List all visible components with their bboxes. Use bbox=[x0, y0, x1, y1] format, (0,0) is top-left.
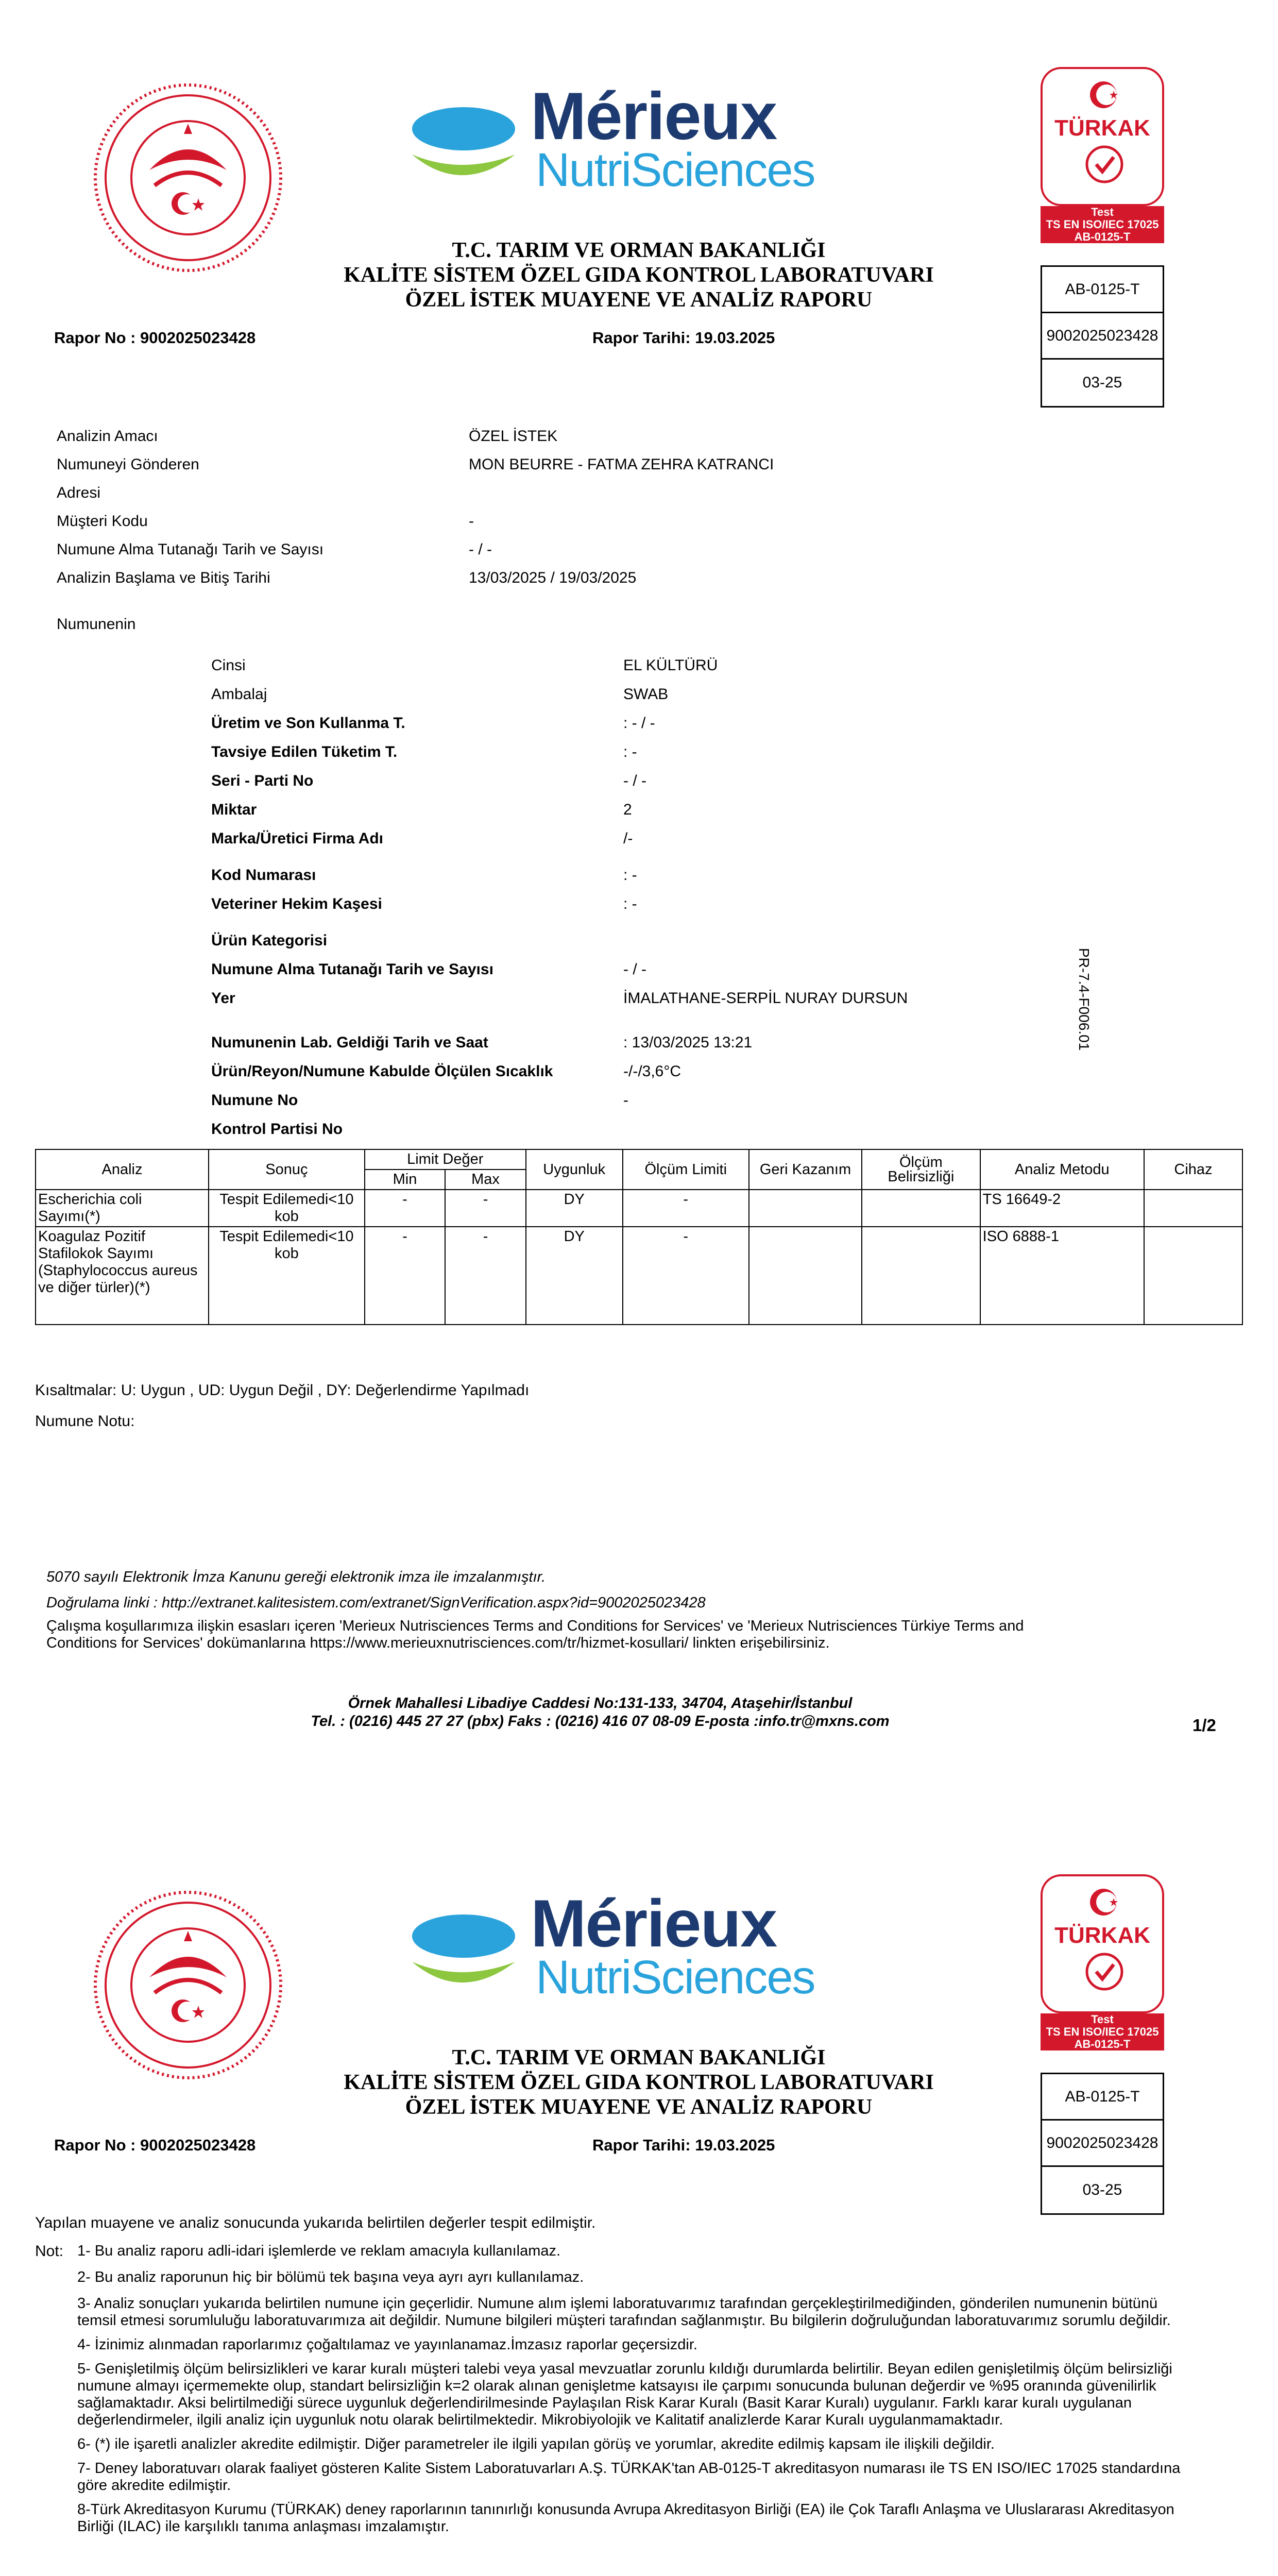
cell-sonuc: Tespit Edilemedi<10 kob bbox=[209, 1190, 365, 1227]
info-label: Müşteri Kodu bbox=[57, 513, 148, 530]
info-row bbox=[57, 484, 984, 513]
report-number-code: 9002025023428 bbox=[1042, 2121, 1163, 2167]
footer-address: Örnek Mahallesi Libadiye Caddesi No:131-133, 34704, Ataşehir/İstanbul bbox=[348, 1695, 853, 1711]
sample-heading: Numunenin bbox=[57, 616, 136, 633]
merieux-brand-line1: Mérieux bbox=[531, 1886, 777, 1961]
table-row bbox=[36, 1190, 1242, 1227]
ministry-seal-logo bbox=[93, 82, 283, 273]
turkak-test: Test bbox=[1091, 206, 1114, 218]
info-value: - bbox=[469, 513, 474, 530]
cell-sonuc: Tespit Edilemedi<10 kob bbox=[209, 1227, 365, 1325]
turkak-check-icon bbox=[1084, 144, 1125, 185]
turkak-code: AB-0125-T bbox=[1074, 2038, 1131, 2050]
cell-olcum-limiti: - bbox=[623, 1227, 749, 1325]
sample-value: - / - bbox=[623, 961, 646, 978]
report-number: Rapor No : 9002025023428 bbox=[54, 2136, 256, 2154]
table-row bbox=[36, 1227, 1242, 1325]
sample-row bbox=[211, 657, 1087, 686]
merieux-logo bbox=[402, 78, 891, 201]
sample-info bbox=[211, 657, 1087, 1149]
sample-row bbox=[211, 715, 1087, 743]
sample-label: Numune Alma Tutanağı Tarih ve Sayısı bbox=[211, 961, 493, 978]
sample-value: : - / - bbox=[623, 715, 655, 732]
ministry-line1: T.C. TARIM VE ORMAN BAKANLIĞI bbox=[452, 2046, 826, 2070]
col-sonuc: Sonuç bbox=[209, 1149, 365, 1190]
note-item: 2- Bu analiz raporunun hiç bir bölümü tek başına veya ayrı ayrı kullanılamaz. bbox=[77, 2269, 584, 2285]
sample-value: EL KÜLTÜRÜ bbox=[623, 657, 718, 674]
col-cihaz: Cihaz bbox=[1144, 1149, 1242, 1190]
sample-label: Üretim ve Son Kullanma T. bbox=[211, 715, 405, 732]
notes-list bbox=[77, 2243, 1185, 2543]
sample-label: Kontrol Partisi No bbox=[211, 1121, 343, 1138]
period-code: 03-25 bbox=[1082, 374, 1122, 391]
sample-label: Tavsiye Edilen Tüketim T. bbox=[211, 743, 398, 760]
sample-label: Veteriner Hekim Kaşesi bbox=[211, 895, 382, 912]
sample-row bbox=[211, 1034, 1087, 1063]
cell-analiz: Koagulaz Pozitif Stafilokok Sayımı (Staphylococcus aureus ve diğer türler)(*) bbox=[36, 1227, 209, 1325]
report-titles bbox=[278, 2045, 999, 2120]
note-item: 5- Genişletilmiş ölçüm belirsizlikleri ve karar kuralı müşteri talebi veya yasal mevzuatlar zorunlu kıldığı durumlarda belirtilir. Beyan edilen genişletilmiş ölçüm belirsizliği numune almayı içermemekte olup, standart belirsizliğin k=2 olarak alınan genişletme katsayısı ile çarpımı sonucunda bulunan değerdir ve %95 oranında güvenilirlik sağlamaktadır. Aksi belirtilmediği sürece uygunluk değerlendirilmesinde Paylaşılan Risk Karar Kuralı (Basit Karar Kuralı) uygulanır. Farklı karar kuralı uygulanan değerlendirmeler, ilgili analiz için uygunluk notu olarak belirtilmektedir. Mikrobiyolojik ve Kalitatif analizlerde Karar Kuralı uygulanmamaktadır. bbox=[77, 2361, 1172, 2428]
info-label: Analizin Amacı bbox=[57, 428, 158, 445]
sample-label: Numunenin Lab. Geldiği Tarih ve Saat bbox=[211, 1034, 488, 1051]
result-intro: Yapılan muayene ve analiz sonucunda yukarıda belirtilen değerler tespit edilmiştir. bbox=[35, 2214, 596, 2231]
page-2 bbox=[0, 1807, 1278, 2576]
sample-value: - / - bbox=[623, 772, 646, 789]
info-value: MON BEURRE - FATMA ZEHRA KATRANCI bbox=[469, 456, 774, 473]
sample-row bbox=[211, 686, 1087, 715]
note-item: 3- Analiz sonuçları yukarıda belirtilen numune için geçerlidir. Numune alım işlemi laboratuvarımız tarafından gerçekleştirilmediğinden, gönderilen numunenin bütünü temsil etmesi sorumluluğu laboratuvarımıza ait değildir. Numune bilgileri müşteri tarafından sağlanmıştır. Bu bilgilerin doğruluğundan laboratuvarımız sorumlu değildir. bbox=[77, 2295, 1171, 2329]
side-form-code: PR-7.4-F006.01 bbox=[1076, 948, 1092, 1051]
turkak-check-icon bbox=[1084, 1951, 1125, 1992]
report-date: Rapor Tarihi: 19.03.2025 bbox=[592, 2136, 775, 2154]
sample-value: : - bbox=[623, 867, 637, 884]
period-code: 03-25 bbox=[1082, 2181, 1122, 2198]
turkak-name: TÜRKAK bbox=[1054, 1923, 1150, 1948]
sample-row bbox=[211, 895, 1087, 924]
sample-value: 2 bbox=[623, 801, 632, 818]
info-row bbox=[57, 456, 984, 484]
verification-link: Doğrulama linki : http://extranet.kalitesistem.com/extranet/SignVerification.aspx?id=9002025023428 bbox=[46, 1595, 706, 1611]
merieux-logo bbox=[402, 1886, 891, 2008]
turkak-crescent-icon bbox=[1089, 79, 1120, 110]
report-date: Rapor Tarihi: 19.03.2025 bbox=[592, 329, 775, 347]
cell-uygunluk: DY bbox=[526, 1227, 623, 1325]
cell-cihaz bbox=[1144, 1190, 1242, 1227]
ministry-line3: ÖZEL İSTEK MUAYENE VE ANALİZ RAPORU bbox=[405, 288, 873, 312]
turkak-name: TÜRKAK bbox=[1054, 115, 1150, 141]
col-analiz: Analiz bbox=[36, 1149, 209, 1190]
turkak-badge bbox=[1041, 1874, 1164, 2013]
ministry-line2: KALİTE SİSTEM ÖZEL GIDA KONTROL LABORATUVARI bbox=[344, 263, 934, 287]
cell-cihaz bbox=[1144, 1227, 1242, 1325]
terms-note: Çalışma koşullarımıza ilişkin esasları içeren 'Merieux Nutrisciences Terms and Conditions for Services' ve 'Merieux Nutrisciences Türkiye Terms and Conditions for Services' dokümanlarına https://www.merieuxnutrisciences.com/tr/hizmet-kosullari/ linkten erişebilirsiniz. bbox=[46, 1618, 1024, 1651]
sample-label: Marka/Üretici Firma Adı bbox=[211, 830, 383, 847]
sample-label: Ambalaj bbox=[211, 686, 267, 703]
sample-row bbox=[211, 1063, 1087, 1092]
sample-value: -/-/3,6°C bbox=[623, 1063, 681, 1080]
cell-max: - bbox=[445, 1190, 526, 1227]
cell-metot: ISO 6888-1 bbox=[980, 1227, 1144, 1325]
report-code-box bbox=[1041, 2073, 1164, 2215]
sample-label: Cinsi bbox=[211, 657, 246, 674]
page-number: 1/2 bbox=[1192, 1716, 1216, 1735]
sample-row bbox=[211, 961, 1087, 990]
info-value: ÖZEL İSTEK bbox=[469, 428, 558, 445]
info-row bbox=[57, 569, 984, 598]
info-label: Adresi bbox=[57, 484, 101, 501]
footer-contact: Tel. : (0216) 445 27 27 (pbx) Faks : (0216) 416 07 08-09 E-posta :info.tr@mxns.com bbox=[311, 1713, 890, 1730]
sample-row bbox=[211, 867, 1087, 895]
sample-label: Seri - Parti No bbox=[211, 772, 314, 789]
sample-note-label: Numune Notu: bbox=[35, 1413, 135, 1430]
info-row bbox=[57, 513, 984, 541]
sample-label: Ürün/Reyon/Numune Kabulde Ölçülen Sıcaklık bbox=[211, 1063, 553, 1080]
info-label: Analizin Başlama ve Bitiş Tarihi bbox=[57, 569, 270, 586]
turkak-badge bbox=[1041, 67, 1164, 206]
cell-olcum-limiti: - bbox=[623, 1190, 749, 1227]
turkak-code: AB-0125-T bbox=[1074, 230, 1131, 243]
col-max: Max bbox=[445, 1170, 526, 1190]
sample-label: Yer bbox=[211, 990, 235, 1007]
info-row bbox=[57, 428, 984, 456]
col-geri-kazanim: Geri Kazanım bbox=[749, 1149, 862, 1190]
cell-max: - bbox=[445, 1227, 526, 1325]
turkak-crescent-icon bbox=[1089, 1887, 1120, 1918]
report-number: Rapor No : 9002025023428 bbox=[54, 329, 256, 347]
report-number-code: 9002025023428 bbox=[1042, 313, 1163, 360]
cell-belirsizlik bbox=[862, 1190, 980, 1227]
sample-row bbox=[211, 1121, 1087, 1149]
accreditation-code: AB-0125-T bbox=[1042, 267, 1163, 313]
turkak-label bbox=[1041, 206, 1164, 243]
note-item: 6- (*) ile işaretli analizler akredite edilmiştir. Diğer parametreler ile ilgili yapılan görüş ve yorumlar, akredite edilmiş kapsam ile ilişkili değildir. bbox=[77, 2436, 995, 2452]
cell-belirsizlik bbox=[862, 1227, 980, 1325]
cell-metot: TS 16649-2 bbox=[980, 1190, 1144, 1227]
sample-value: : - bbox=[623, 895, 637, 912]
info-value: 13/03/2025 / 19/03/2025 bbox=[469, 569, 637, 586]
report-titles bbox=[278, 238, 999, 312]
info-label: Numune Alma Tutanağı Tarih ve Sayısı bbox=[57, 541, 324, 558]
cell-geri-kazanim bbox=[749, 1190, 862, 1227]
sample-label: Miktar bbox=[211, 801, 257, 818]
cell-min: - bbox=[365, 1190, 446, 1227]
col-belirsizlik: Ölçüm Belirsizliği bbox=[862, 1149, 980, 1190]
sample-value: : - bbox=[623, 743, 637, 760]
cell-min: - bbox=[365, 1227, 446, 1325]
cell-uygunluk: DY bbox=[526, 1190, 623, 1227]
turkak-standard: TS EN ISO/IEC 17025 bbox=[1046, 218, 1159, 231]
note-item: 8-Türk Akreditasyon Kurumu (TÜRKAK) deney raporlarının tanınırlığı konusunda Avrupa Akreditasyon Birliği (EA) ile Çok Taraflı Anlaşma ve Uluslararası Akreditasyon Birliği (ILAC) ile karşılıklı tanıma anlaşması imzalamıştır. bbox=[77, 2501, 1174, 2535]
sample-label: Ürün Kategorisi bbox=[211, 932, 328, 949]
merieux-brand-line2: NutriSciences bbox=[536, 144, 815, 196]
results-table bbox=[35, 1149, 1243, 1325]
sample-row bbox=[211, 990, 1087, 1019]
info-label: Numuneyi Gönderen bbox=[57, 456, 199, 473]
sample-label: Numune No bbox=[211, 1092, 298, 1109]
turkak-test: Test bbox=[1091, 2013, 1114, 2026]
note-item: 4- İzinimiz alınmadan raporlarımız çoğaltılamaz ve yayınlanamaz.İmzasız raporlar geçersizdir. bbox=[77, 2336, 697, 2353]
sample-row bbox=[211, 801, 1087, 830]
sample-row bbox=[211, 743, 1087, 772]
notes-label: Not: bbox=[35, 2243, 64, 2260]
cell-analiz: Escherichia coli Sayımı(*) bbox=[36, 1190, 209, 1227]
info-value: - / - bbox=[469, 541, 492, 558]
esign-note: 5070 sayılı Elektronik İmza Kanunu gereği elektronik imza ile imzalanmıştır. bbox=[46, 1569, 546, 1585]
cell-geri-kazanim bbox=[749, 1227, 862, 1325]
sample-value: - bbox=[623, 1092, 628, 1109]
general-info bbox=[57, 428, 984, 598]
accreditation-code: AB-0125-T bbox=[1042, 2074, 1163, 2121]
sample-row bbox=[211, 932, 1087, 961]
col-min: Min bbox=[365, 1170, 446, 1190]
sample-value: İMALATHANE-SERPİL NURAY DURSUN bbox=[623, 990, 908, 1007]
ministry-line3: ÖZEL İSTEK MUAYENE VE ANALİZ RAPORU bbox=[405, 2095, 873, 2119]
merieux-swoosh-icon bbox=[402, 1900, 520, 1993]
merieux-brand-line1: Mérieux bbox=[531, 78, 777, 154]
merieux-swoosh-icon bbox=[402, 93, 520, 185]
abbreviations: Kısaltmalar: U: Uygun , UD: Uygun Değil , DY: Değerlendirme Yapılmadı bbox=[35, 1382, 530, 1399]
ministry-line1: T.C. TARIM VE ORMAN BAKANLIĞI bbox=[452, 239, 826, 262]
sample-row bbox=[211, 830, 1087, 859]
turkak-label bbox=[1041, 2013, 1164, 2050]
sample-row bbox=[211, 1092, 1087, 1121]
col-olcum-limiti: Ölçüm Limiti bbox=[623, 1149, 749, 1190]
sample-value: SWAB bbox=[623, 686, 669, 703]
ministry-seal-logo bbox=[93, 1890, 283, 2080]
note-item: 1- Bu analiz raporu adli-idari işlemlerde ve reklam amacıyla kullanılamaz. bbox=[77, 2243, 561, 2259]
col-metot: Analiz Metodu bbox=[980, 1149, 1144, 1190]
ministry-line2: KALİTE SİSTEM ÖZEL GIDA KONTROL LABORATUVARI bbox=[344, 2071, 934, 2094]
col-limit: Limit Değer bbox=[365, 1149, 526, 1170]
col-uygunluk: Uygunluk bbox=[526, 1149, 623, 1190]
report-code-box bbox=[1041, 265, 1164, 408]
sample-label: Kod Numarası bbox=[211, 867, 316, 884]
note-item: 7- Deney laboratuvarı olarak faaliyet gösteren Kalite Sistem Laboratuvarları A.Ş. TÜRKAK'tan AB-0125-T akreditasyon numarası ile TS EN ISO/IEC 17025 standardına göre akredite edilmiştir. bbox=[77, 2460, 1181, 2494]
turkak-standard: TS EN ISO/IEC 17025 bbox=[1046, 2025, 1159, 2038]
info-row bbox=[57, 541, 984, 569]
sample-row bbox=[211, 772, 1087, 801]
sample-value: /- bbox=[623, 830, 633, 847]
merieux-brand-line2: NutriSciences bbox=[536, 1951, 815, 2004]
sample-value: : 13/03/2025 13:21 bbox=[623, 1034, 753, 1051]
